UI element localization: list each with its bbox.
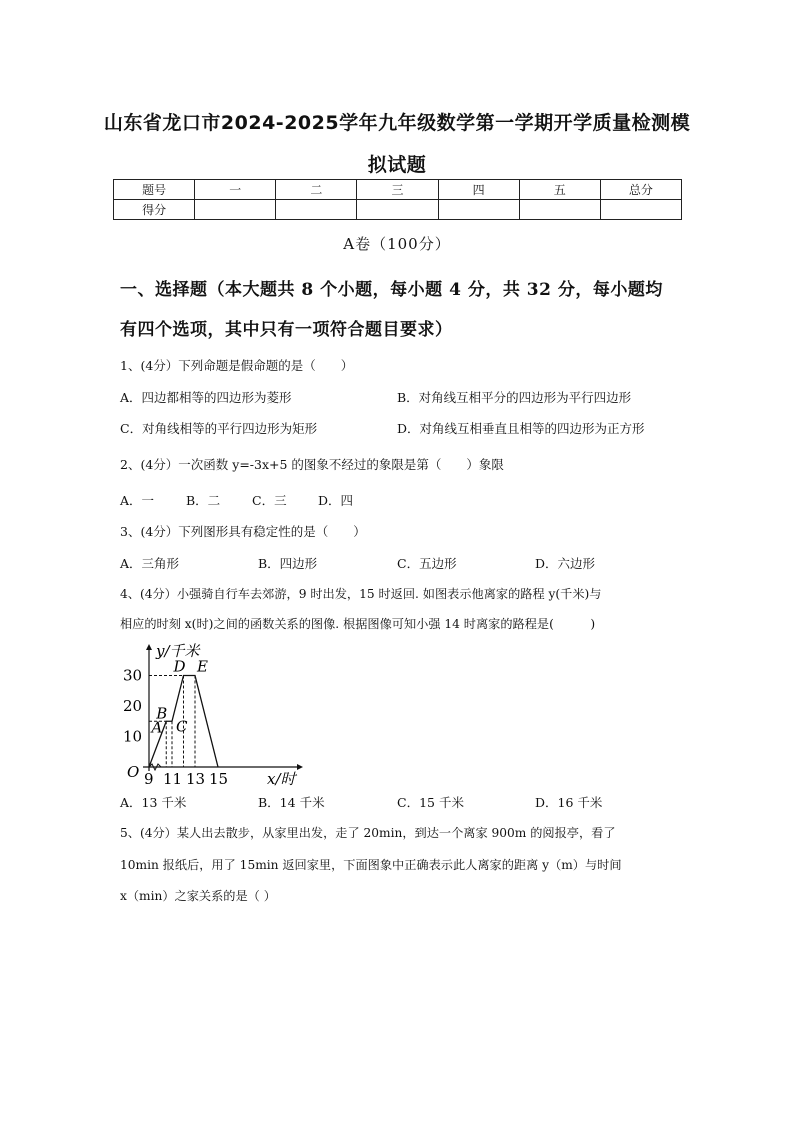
score-input-4[interactable] <box>438 200 519 220</box>
x-tick-13: 13 <box>186 770 206 788</box>
origin-label: O <box>127 763 140 781</box>
q2-stem: 2、(4分）一次函数 y=-3x+5 的图象不经过的象限是第（ ）象限 <box>120 457 504 472</box>
q5-stem-line3: x（min）之家关系的是（ ） <box>120 889 276 903</box>
score-input-total[interactable] <box>600 200 681 220</box>
x-tick-11: 11 <box>163 770 183 788</box>
point-label-D: D <box>173 657 186 676</box>
score-input-2[interactable] <box>276 200 357 220</box>
score-input-1[interactable] <box>195 200 276 220</box>
score-input-3[interactable] <box>357 200 438 220</box>
score-row-label: 得分 <box>114 200 195 220</box>
x-axis-label: x/时 <box>267 770 296 788</box>
point-label-B: B <box>156 704 168 723</box>
q5-stem-line1: 5、(4分）某人出去散步，从家里出发，走了 20min，到达一个离家 900m 的阅报亭，看了 <box>120 826 616 840</box>
x-tick-9: 9 <box>144 770 154 788</box>
q4-stem-line2: 相应的时刻 x(时)之间的函数关系的图像. 根据图像可知小强 14 时离家的路程是( ) <box>120 617 596 631</box>
q4-option-b[interactable]: B．14 千米 <box>258 795 325 810</box>
q2-option-a[interactable]: A．一 <box>120 493 155 508</box>
x-axis-arrow <box>297 764 303 770</box>
score-cell-label: 题号 <box>114 180 195 200</box>
score-cell-1: 一 <box>195 180 276 200</box>
q1-option-d[interactable]: D．对角线互相垂直且相等的四边形为正方形 <box>397 421 645 436</box>
y-axis-arrow <box>146 644 152 650</box>
score-cell-3: 三 <box>357 180 438 200</box>
q2-option-c[interactable]: C．三 <box>252 493 287 508</box>
q3-option-b[interactable]: B．四边形 <box>258 556 318 571</box>
x-tick-15: 15 <box>209 770 229 788</box>
q1-option-b[interactable]: B．对角线互相平分的四边形为平行四边形 <box>397 390 632 405</box>
score-table <box>113 179 682 220</box>
q4-option-a[interactable]: A．13 千米 <box>120 795 187 810</box>
point-label-E: E <box>197 657 208 676</box>
score-input-5[interactable] <box>519 200 600 220</box>
distance-time-graph <box>112 640 312 788</box>
section1-heading-line2: 有四个选项，其中只有一项符合题目要求） <box>120 320 453 340</box>
y-tick-30: 30 <box>123 666 143 685</box>
q5-stem-line2: 10min 报纸后，用了 15min 返回家里，下面图象中正确表示此人离家的距离 y（m）与时间 <box>120 858 622 872</box>
y-tick-20: 20 <box>123 697 143 715</box>
q2-option-d[interactable]: D．四 <box>318 493 354 508</box>
q4-stem-line1: 4、(4分）小强骑自行车去郊游，9 时出发，15 时返回. 如图表示他离家的路程 y(千米)与 <box>120 587 602 601</box>
point-label-A: A <box>151 718 163 737</box>
volume-heading: A卷（100分） <box>343 235 451 253</box>
q3-option-d[interactable]: D．六边形 <box>535 556 596 571</box>
score-cell-5: 五 <box>519 180 600 200</box>
score-table-score-row <box>114 200 682 220</box>
q3-stem: 3、(4分）下列图形具有稳定性的是（ ） <box>120 524 366 539</box>
score-cell-total: 总分 <box>600 180 681 200</box>
q1-option-a[interactable]: A．四边都相等的四边形为菱形 <box>120 390 292 405</box>
q3-option-c[interactable]: C．五边形 <box>397 556 457 571</box>
q1-option-c[interactable]: C．对角线相等的平行四边形为矩形 <box>120 421 318 436</box>
paper-title-line1: 山东省龙口市2024-2025学年九年级数学第一学期开学质量检测模 <box>103 112 691 134</box>
section1-heading-line1: 一、选择题（本大题共 8 个小题，每小题 4 分，共 32 分，每小题均 <box>120 280 663 300</box>
y-axis-label: y/千米 <box>156 642 200 660</box>
q4-option-c[interactable]: C．15 千米 <box>397 795 464 810</box>
q4-option-d[interactable]: D．16 千米 <box>535 795 603 810</box>
q3-option-a[interactable]: A．三角形 <box>120 556 180 571</box>
paper-title-line2: 拟试题 <box>367 154 427 176</box>
score-table-header-row <box>114 180 682 200</box>
point-label-C: C <box>176 717 188 736</box>
y-tick-10: 10 <box>123 727 143 746</box>
score-cell-2: 二 <box>276 180 357 200</box>
q2-option-b[interactable]: B．二 <box>186 493 221 508</box>
score-cell-4: 四 <box>438 180 519 200</box>
q1-stem: 1、(4分）下列命题是假命题的是（ ） <box>120 358 354 373</box>
